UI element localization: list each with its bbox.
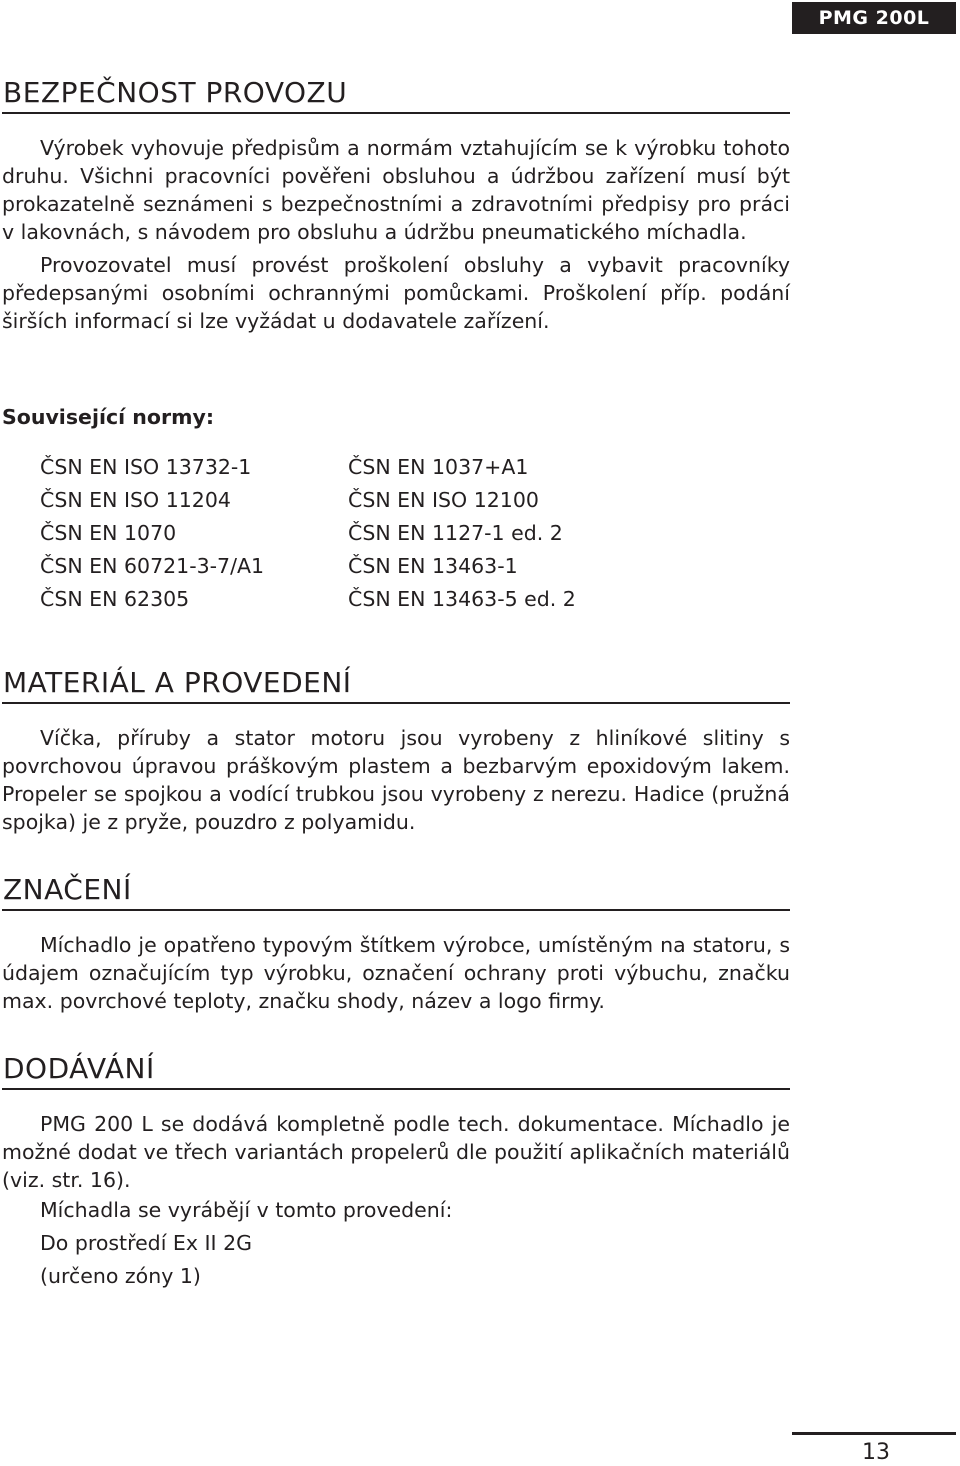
norm-item: ČSN EN 1037+A1	[348, 455, 529, 479]
material-paragraph: Víčka, příruby a stator motoru jsou vyrobeny z hliníkové slitiny s povrchovou úpravou práškovým plastem a bezbarvým epoxidovým lakem. Propeler se spojkou a vodící trubkou jsou vyrobeny z nerezu. Hadice (pružná spojka) je z pryže, pouzdro z polyamidu.	[2, 726, 790, 834]
delivery-heading: DODÁVÁNÍ	[2, 1053, 790, 1090]
norm-item: ČSN EN ISO 11204	[40, 488, 231, 512]
page-number: 13	[862, 1440, 890, 1465]
norm-item: ČSN EN 1127-1 ed. 2	[348, 521, 563, 545]
norm-item: ČSN EN 62305	[40, 587, 190, 611]
norm-item: ČSN EN 1070	[40, 521, 177, 545]
delivery-line-variant: Míchadla se vyrábějí v tomto provedení:	[40, 1198, 453, 1222]
safety-paragraph-2: Provozovatel musí provést proškolení obsluhy a vybavit pracovníky předepsanými osobními ochrannými pomůckami. Proškolení příp. podání širších informací si lze vyžádat u dodavatele zařízení.	[2, 253, 790, 333]
safety-heading: BEZPEČNOST PROVOZU	[2, 77, 790, 114]
footer-rule	[792, 1432, 956, 1435]
model-badge: PMG 200L	[792, 2, 956, 34]
document-body	[2, 0, 790, 1293]
norm-item: ČSN EN ISO 12100	[348, 488, 539, 512]
norm-item: ČSN EN 60721-3-7/A1	[40, 554, 265, 578]
norms-heading: Související normy:	[2, 405, 215, 429]
delivery-paragraph: PMG 200 L se dodává kompletně podle tech. dokumentace. Míchadlo je možné dodat ve třech variantách propelerů dle použití aplikačních materiálů (viz. str. 16).	[2, 1112, 790, 1192]
norms-list	[40, 453, 790, 613]
delivery-line-environment: Do prostředí Ex II 2G	[40, 1231, 253, 1255]
delivery-line-zone: (určeno zóny 1)	[40, 1264, 201, 1288]
norm-item: ČSN EN 13463-5 ed. 2	[348, 587, 576, 611]
material-heading: MATERIÁL A PROVEDENÍ	[2, 667, 790, 704]
norm-item: ČSN EN ISO 13732-1	[40, 455, 252, 479]
norm-item: ČSN EN 13463-1	[348, 554, 518, 578]
marking-heading: ZNAČENÍ	[2, 874, 790, 911]
safety-paragraph-1: Výrobek vyhovuje předpisům a normám vztahujícím se k výrobku tohoto druhu. Všichni pracovníci pověřeni obsluhou a údržbou zařízení musí být prokazatelně seznámeni s bezpečnostními a zdravotními předpisy pro práci v lakovnách, s návodem pro obsluhu a údržbu pneumatického míchadla.	[2, 136, 790, 244]
marking-paragraph: Míchadlo je opatřeno typovým štítkem výrobce, umístěným na statoru, s údajem označujícím typ výrobku, označení ochrany proti výbuchu, značku max. povrchové teploty, značku shody, název a logo firmy.	[2, 933, 790, 1013]
